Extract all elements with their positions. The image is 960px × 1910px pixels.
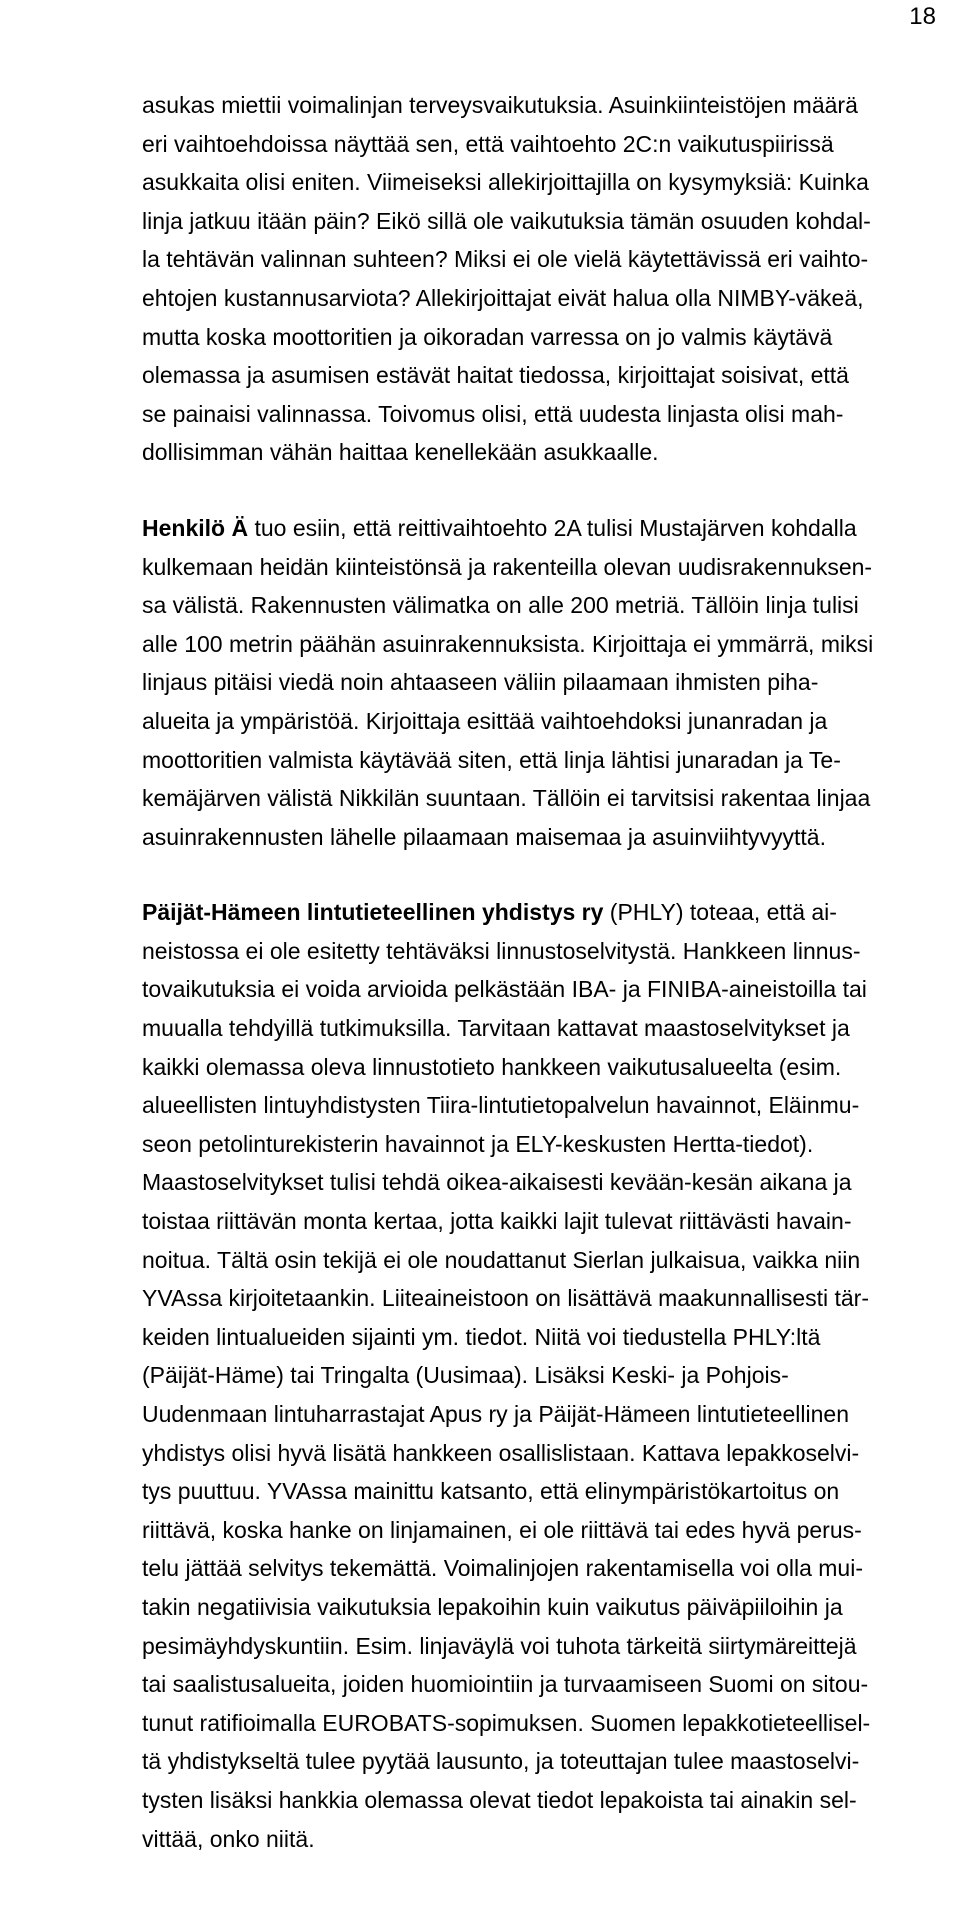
paragraph-3-lead: Päijät-Hämeen lintutieteellinen yhdistys ry [142, 899, 604, 926]
paragraph-3-text: (PHLY) toteaa, että ai- neistossa ei ole esitetty tehtäväksi linnustoselvitystä. Hankkeen linnus- tovaikutuksia ei voida arvioida pelkästään IBA- ja FINIBA-aineistoilla tai muualla tehdyillä tutkimuksilla. Tarvitaan kattavat maastoselvitykset ja kaikki olemassa oleva linnustotieto hankkeen vaikutusalueelta (esim. alueellisten lintuyhdistysten Tiira-lintutietopalvelun havainnot, Eläinmu- seon petolinturekisterin havainnot ja ELY-keskusten Hertta-tiedot). Maastoselvitykset tulisi tehdä oikea-aikaisesti kevään-kesän aikana ja toistaa riittävän monta kertaa, jotta kaikki lajit tulevat riittävästi havain- noitua. Tältä osin tekijä ei ole noudattanut Sierlan julkaisua, vaikka niin YVAssa kirjoitetaankin. Liiteaineistoon on lisättävä maakunnallisesti tär- keiden lintualueiden sijainti ym. tiedot. Niitä voi tiedustella PHLY:ltä (Päijät-Häme) tai Tringalta (Uusimaa). Lisäksi Keski- ja Pohjois- Uudenmaan lintuharrastajat Apus ry ja Päijät-Hämeen lintutieteellinen yhdistys olisi hyvä lisätä hankkeen osallislistaan. Kattava lepakkoselvi- tys puuttuu. YVAssa mainittu katsanto, että elinympäristökartoitus on riittävä, koska hanke on linjamainen, ei ole riittävä tai edes hyvä perus- telu jättää selvitys tekemättä. Voimalinjojen rakentamisella voi olla mui- takin negatiivisia vaikutuksia lepakoihin kuin vaikutus päiväpiiloihin ja pesimäyhdyskuntiin. Esim. linjaväylä voi tuhota tärkeitä siirtymäreittejä tai saalistusalueita, joiden huomiointiin ja turvaamiseen Suomi on sitou- tunut ratifioimalla EUROBATS-sopimuksen. Suomen lepakkotieteellisel- tä yhdistykseltä tulee pyytää lausunto, ja toteuttajan tulee maastoselvi- tysten lisäksi hankkia olemassa olevat tiedot lepakoista tai ainakin sel- vittää, onko niitä. [142, 899, 871, 1852]
paragraph-2 [142, 509, 924, 856]
paragraph-2-lead: Henkilö Ä [142, 514, 249, 541]
document-body [142, 86, 924, 1858]
paragraph-1-text: asukas miettii voimalinjan terveysvaikutuksia. Asuinkiinteistöjen määrä eri vaihtoehdoissa näyttää sen, että vaihtoehto 2C:n vaikutuspiirissä asukkaita olisi eniten. Viimeiseksi allekirjoittajilla on kysymyksiä: Kuinka linja jatkuu itään päin? Eikö sillä ole vaikutuksia tämän osuuden kohdal- la tehtävän valinnan suhteen? Miksi ei ole vielä käytettävissä eri vaihto- ehtojen kustannusarviota? Allekirjoittajat eivät halua olla NIMBY-väkeä, mutta koska moottoritien ja oikoradan varressa on jo valmis käytävä olemassa ja asumisen estävät haitat tiedossa, kirjoittajat soisivat, että se painaisi valinnassa. Toivomus olisi, että uudesta linjasta olisi mah- dollisimman vähän haittaa kenellekään asukkaalle. [142, 92, 871, 466]
paragraph-2-text: tuo esiin, että reittivaihtoehto 2A tulisi Mustajärven kohdalla kulkemaan heidän kiinteistönsä ja rakenteilla olevan uudisrakennuksen- sa välistä. Rakennusten välimatka on alle 200 metriä. Tällöin linja tulisi alle 100 metrin päähän asuinrakennuksista. Kirjoittaja ei ymmärrä, miksi linjaus pitäisi viedä noin ahtaaseen väliin pilaamaan ihmisten piha- alueita ja ympäristöä. Kirjoittaja esittää vaihtoehdoksi junanradan ja moottoritien valmista käytävää siten, että linja lähtisi junaradan ja Te- kemäjärven välistä Nikkilän suuntaan. Tällöin ei tarvitsisi rakentaa linjaa asuinrakennusten lähelle pilaamaan maisemaa ja asuinviihtyvyyttä. [142, 514, 874, 850]
paragraph-1 [142, 86, 924, 472]
paragraph-3 [142, 893, 924, 1858]
page-number: 18 [909, 3, 936, 30]
